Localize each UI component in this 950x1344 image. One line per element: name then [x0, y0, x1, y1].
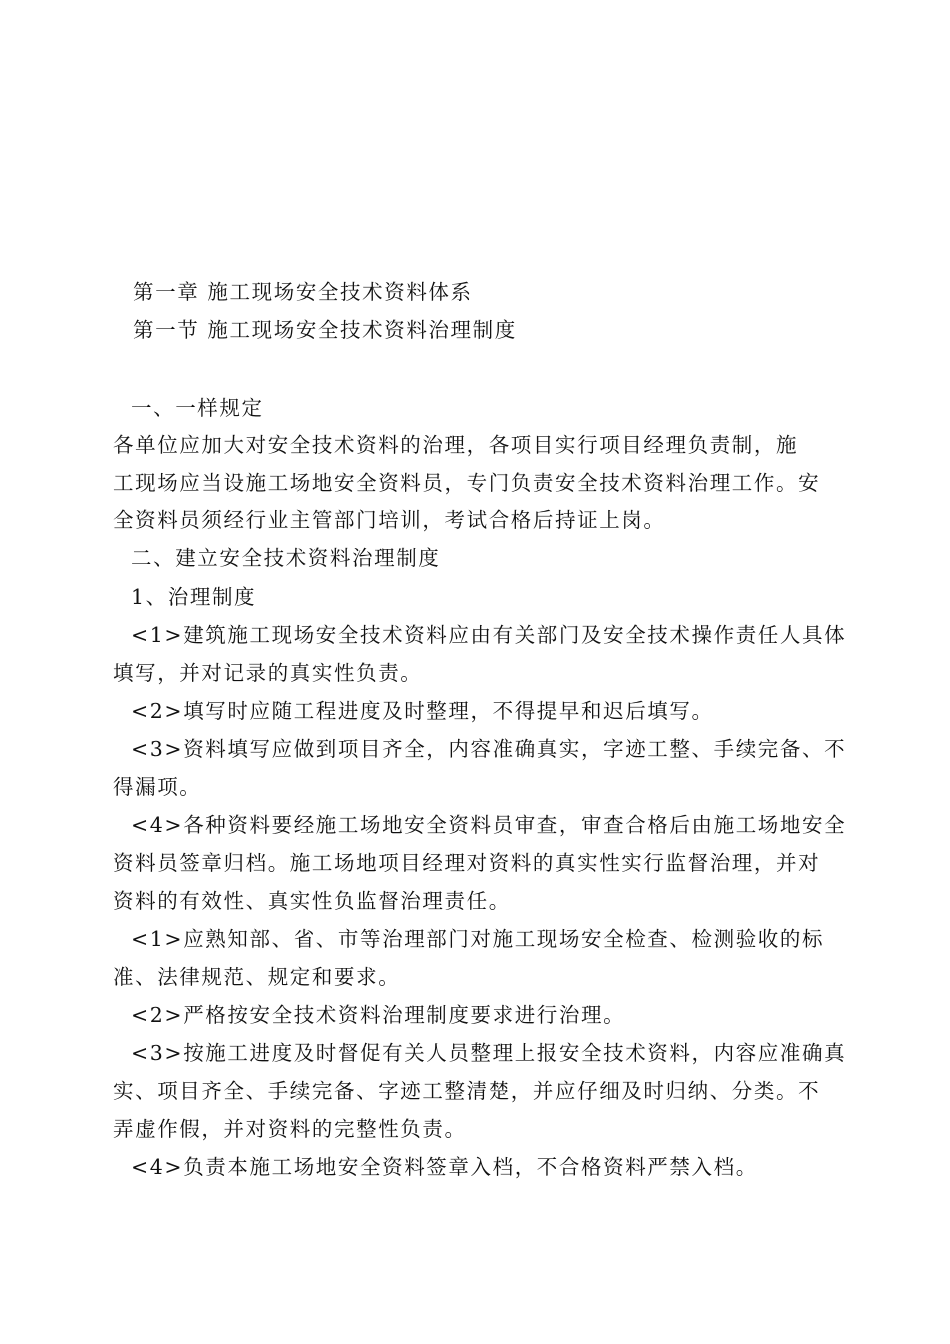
paragraph-line: 实、项目齐全、手续完备、字迹工整清楚，并应仔细及时归纳、分类。不 [113, 1079, 821, 1103]
paragraph-line: 工现场应当设施工场地安全资料员，专门负责安全技术资料治理工作。安 [113, 471, 821, 495]
paragraph-line: 准、法律规范、规定和要求。 [113, 965, 401, 989]
paragraph-line: <2>严格按安全技术资料治理制度要求进行治理。 [131, 1003, 626, 1027]
paragraph-line: 各单位应加大对安全技术资料的治理，各项目实行项目经理负责制，施 [113, 433, 799, 457]
paragraph-line: <2>填写时应随工程进度及时整理，不得提早和迟后填写。 [131, 699, 714, 723]
paragraph-line: 得漏项。 [113, 775, 202, 799]
paragraph-line: 资料的有效性、真实性负监督治理责任。 [113, 889, 511, 913]
paragraph-line: 资料员签章归档。施工场地项目经理对资料的真实性实行监督治理，并对 [113, 851, 821, 875]
paragraph-line: <1>建筑施工现场安全技术资料应由有关部门及安全技术操作责任人具体 [131, 623, 847, 647]
paragraph-line: <3>按施工进度及时督促有关人员整理上报安全技术资料，内容应准确真 [131, 1041, 847, 1065]
subheading-system-rules: 1、治理制度 [131, 585, 257, 609]
paragraph-line: <4>负责本施工场地安全资料签章入档，不合格资料严禁入档。 [131, 1155, 758, 1179]
subheading-management-system: 二、建立安全技术资料治理制度 [131, 546, 441, 570]
paragraph-line: 全资料员须经行业主管部门培训，考试合格后持证上岗。 [113, 508, 666, 532]
section-title: 第一节 施工现场安全技术资料治理制度 [133, 318, 517, 342]
paragraph-line: <1>应熟知部、省、市等治理部门对施工现场安全检查、检测验收的标 [131, 927, 825, 951]
subheading-general-rules: 一、一样规定 [131, 396, 264, 420]
paragraph-line: 弄虚作假，并对资料的完整性负责。 [113, 1117, 467, 1141]
chapter-title: 第一章 施工现场安全技术资料体系 [133, 280, 473, 304]
paragraph-line: <4>各种资料要经施工场地安全资料员审查，审查合格后由施工场地安全 [131, 813, 847, 837]
paragraph-line: 填写，并对记录的真实性负责。 [113, 661, 423, 685]
paragraph-line: <3>资料填写应做到项目齐全，内容准确真实，字迹工整、手续完备、不 [131, 737, 847, 761]
